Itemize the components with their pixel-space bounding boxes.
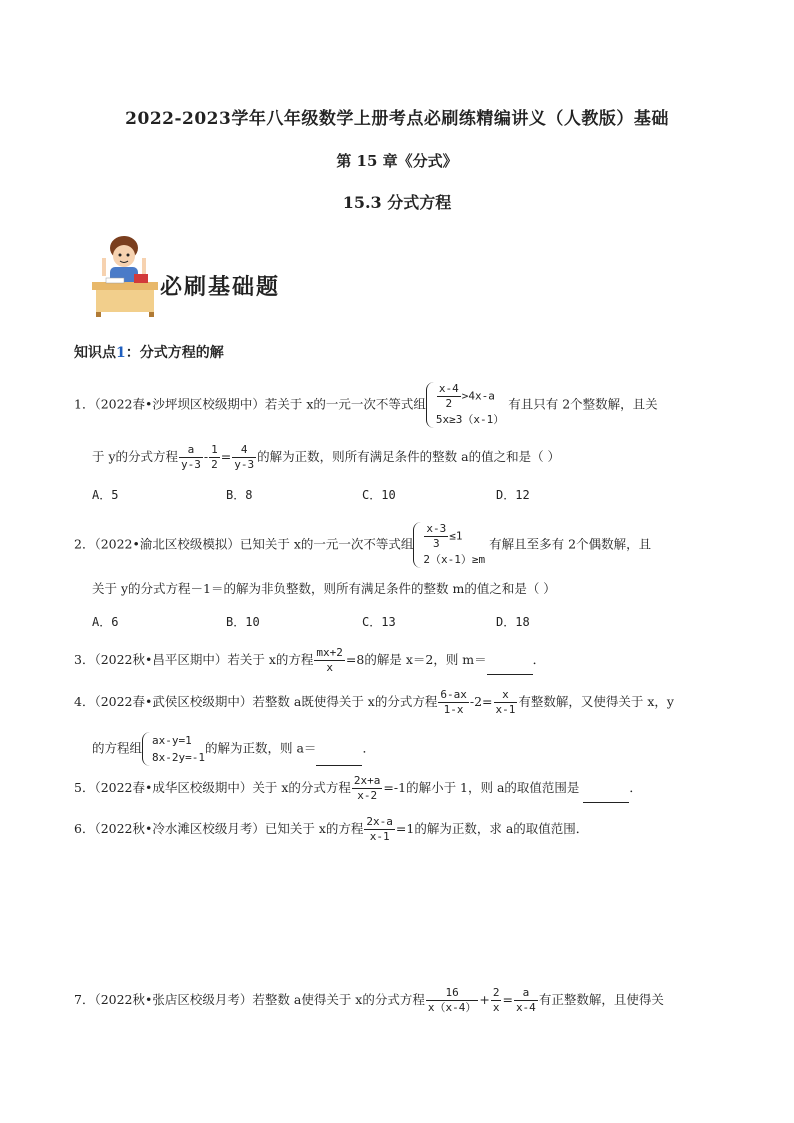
q3-answer-blank[interactable] bbox=[487, 660, 533, 675]
q2-option-d[interactable]: D．18 bbox=[496, 615, 530, 629]
q2-option-c[interactable]: C．13 bbox=[362, 615, 396, 629]
q4-answer-blank[interactable] bbox=[316, 751, 362, 766]
q1-option-d[interactable]: D．12 bbox=[496, 488, 530, 502]
knowledge-label: 知识点 bbox=[74, 345, 116, 361]
q1-prefix: 1．（2022春•沙坪坝区校级期中）若关于 x的一元一次不等式组 bbox=[74, 396, 426, 412]
q1-inequality-system: $\frac{x-4}{2}$ >4x-a 5x≥3（x-1） bbox=[426, 382, 504, 428]
document-title: 2022-2023学年八年级数学上册考点必刷练精编讲义（人教版）基础 bbox=[125, 109, 669, 129]
question-3: 3．（2022秋•昌平区期中）若关于 x的方程 $\frac{mx+2}{x}$ =8的解是 x＝2，则 m＝ ． bbox=[74, 646, 546, 674]
q1-option-c[interactable]: C．10 bbox=[362, 488, 396, 502]
banner-heading: 必刷基础题 bbox=[160, 274, 281, 300]
q1-option-a[interactable]: A．5 bbox=[92, 488, 119, 502]
section-title: 15.3 分式方程 bbox=[342, 193, 452, 212]
q2-inequality-system: $\frac{x-3}{3}$ ≤1 2（x-1）≥m bbox=[413, 522, 485, 568]
chapter-title: 第 15 章《分式》 bbox=[336, 152, 458, 170]
q5-answer-blank[interactable] bbox=[583, 788, 629, 803]
question-5: 5．（2022春•成华区校级期中）关于 x的分式方程 $\frac{2x+a}{x-2}$ =-1的解小于 1，则 a的取值范围是 ． bbox=[74, 774, 642, 802]
q1-suffix: 有且只有 2个整数解，且关 bbox=[504, 396, 658, 412]
knowledge-point-heading bbox=[74, 342, 224, 362]
question-6: 6．（2022秋•冷水滩区校级月考）已知关于 x的方程 $\frac{2x-a}{x-1}$ =1的解为正数，求 a的取值范围． bbox=[74, 815, 589, 843]
question-4-line-2: 的方程组 ax-y=1 8x-2y=-1 的解为正数，则 a＝ ． bbox=[92, 734, 375, 764]
question-2-line-1: 2．（2022•渝北区校级模拟）已知关于 x的一元一次不等式组 $\frac{x-3}{3}$ ≤1 2（x-1）≥m 有解且至多有 2个偶数解，且 bbox=[74, 522, 652, 566]
q1-option-b[interactable]: B．8 bbox=[226, 488, 253, 502]
q2-option-a[interactable]: A．6 bbox=[92, 615, 119, 629]
question-1-line-2: 于 y的分式方程 $\frac{a}{y-3}$ - $\frac{1}{2}$ = $\frac{4}{y-3}$ 的解为正数，则所有满足条件的整数 a的值之和是（ ） bbox=[92, 443, 561, 471]
question-1-line-1 bbox=[74, 382, 658, 428]
q4-equation-system: ax-y=1 8x-2y=-1 bbox=[142, 732, 205, 766]
question-2-line-2: 关于 y的分式方程－1＝的解为非负整数，则所有满足条件的整数 m的值之和是（ ） bbox=[92, 581, 556, 596]
question-4-line-1: 4．（2022春•武侯区校级期中）若整数 a既使得关于 x的分式方程 $\frac{6-ax}{1-x}$ -2= $\frac{x}{x-1}$ 有整数解，又使得关于 x，y bbox=[74, 688, 674, 716]
knowledge-topic: ：分式方程的解 bbox=[125, 345, 224, 361]
question-7: 7．（2022秋•张店区校级月考）若整数 a使得关于 x的分式方程 $\frac{16}{x(x-4)}$ + $\frac{2}{x}$ = $\frac{a}{x-4}$ 有正整数解，且使得关 bbox=[74, 986, 664, 1014]
q2-option-b[interactable]: B．10 bbox=[226, 615, 260, 629]
knowledge-number: 1 bbox=[116, 345, 126, 361]
